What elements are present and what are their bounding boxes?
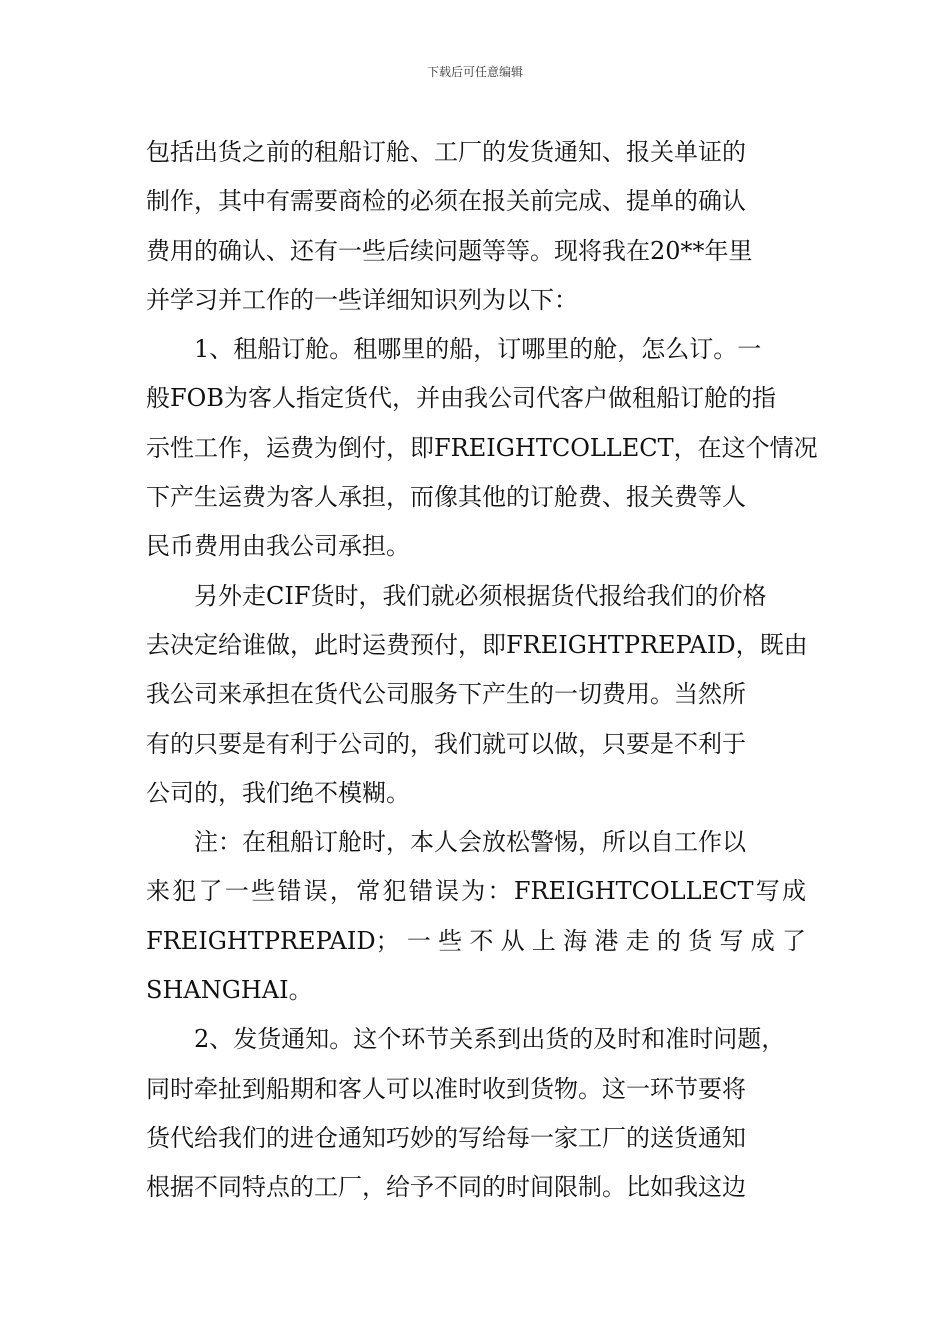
text-line: FREIGHTPREPAID；一些不从上海港走的货写成了 <box>146 926 806 955</box>
text-line: 去决定给谁做，此时运费预付，即FREIGHTPREPAID，既由 <box>146 630 808 659</box>
text-line: 示性工作，运费为倒付，即FREIGHTCOLLECT，在这个情况 <box>146 433 818 462</box>
text-line: 下产生运费为客人承担，而像其他的订舱费、报关费等人 <box>146 483 746 512</box>
text-line: 包括出货之前的租船订舱、工厂的发货通知、报关单证的 <box>146 138 746 166</box>
text-line: 来犯了一些错误，常犯错误为：FREIGHTCOLLECT写成 <box>146 877 806 906</box>
text-line: 公司的，我们绝不模糊。 <box>146 778 410 807</box>
document-body <box>146 128 818 1213</box>
text-line: 我公司来承担在货代公司服务下产生的一切费用。当然所 <box>146 680 746 709</box>
text-line: 费用的确认、还有一些后续问题等等。现将我在20**年里 <box>146 236 753 265</box>
text-line: SHANGHAI。 <box>146 976 313 1005</box>
text-line: 有的只要是有利于公司的，我们就可以做，只要是不利于 <box>146 729 746 758</box>
text-line: 根据不同特点的工厂，给予不同的时间限制。比如我这边 <box>146 1173 746 1202</box>
text-line: 民币费用由我公司承担。 <box>146 532 410 561</box>
page-header: 下载后可任意编辑 <box>426 65 523 79</box>
text-line: 1、租船订舱。租哪里的船，订哪里的舱，怎么订。一 <box>194 335 762 364</box>
text-line: 另外走CIF货时，我们就必须根据货代报给我们的价格 <box>194 581 767 610</box>
text-line: 货代给我们的进仓通知巧妙的写给每一家工厂的送货通知 <box>146 1123 746 1152</box>
text-line: 并学习并工作的一些详细知识列为以下： <box>146 285 578 314</box>
text-line: 2、发货通知。这个环节关系到出货的及时和准时问题， <box>194 1025 786 1054</box>
text-line: 般FOB为客人指定货代，并由我公司代客户做租船订舱的指 <box>146 384 776 413</box>
text-line: 制作，其中有需要商检的必须在报关前完成、提单的确认 <box>146 187 746 216</box>
text-line: 同时牵扯到船期和客人可以准时收到货物。这一环节要将 <box>146 1074 746 1103</box>
text-line: 注：在租船订舱时，本人会放松警惕，所以自工作以 <box>194 828 746 857</box>
